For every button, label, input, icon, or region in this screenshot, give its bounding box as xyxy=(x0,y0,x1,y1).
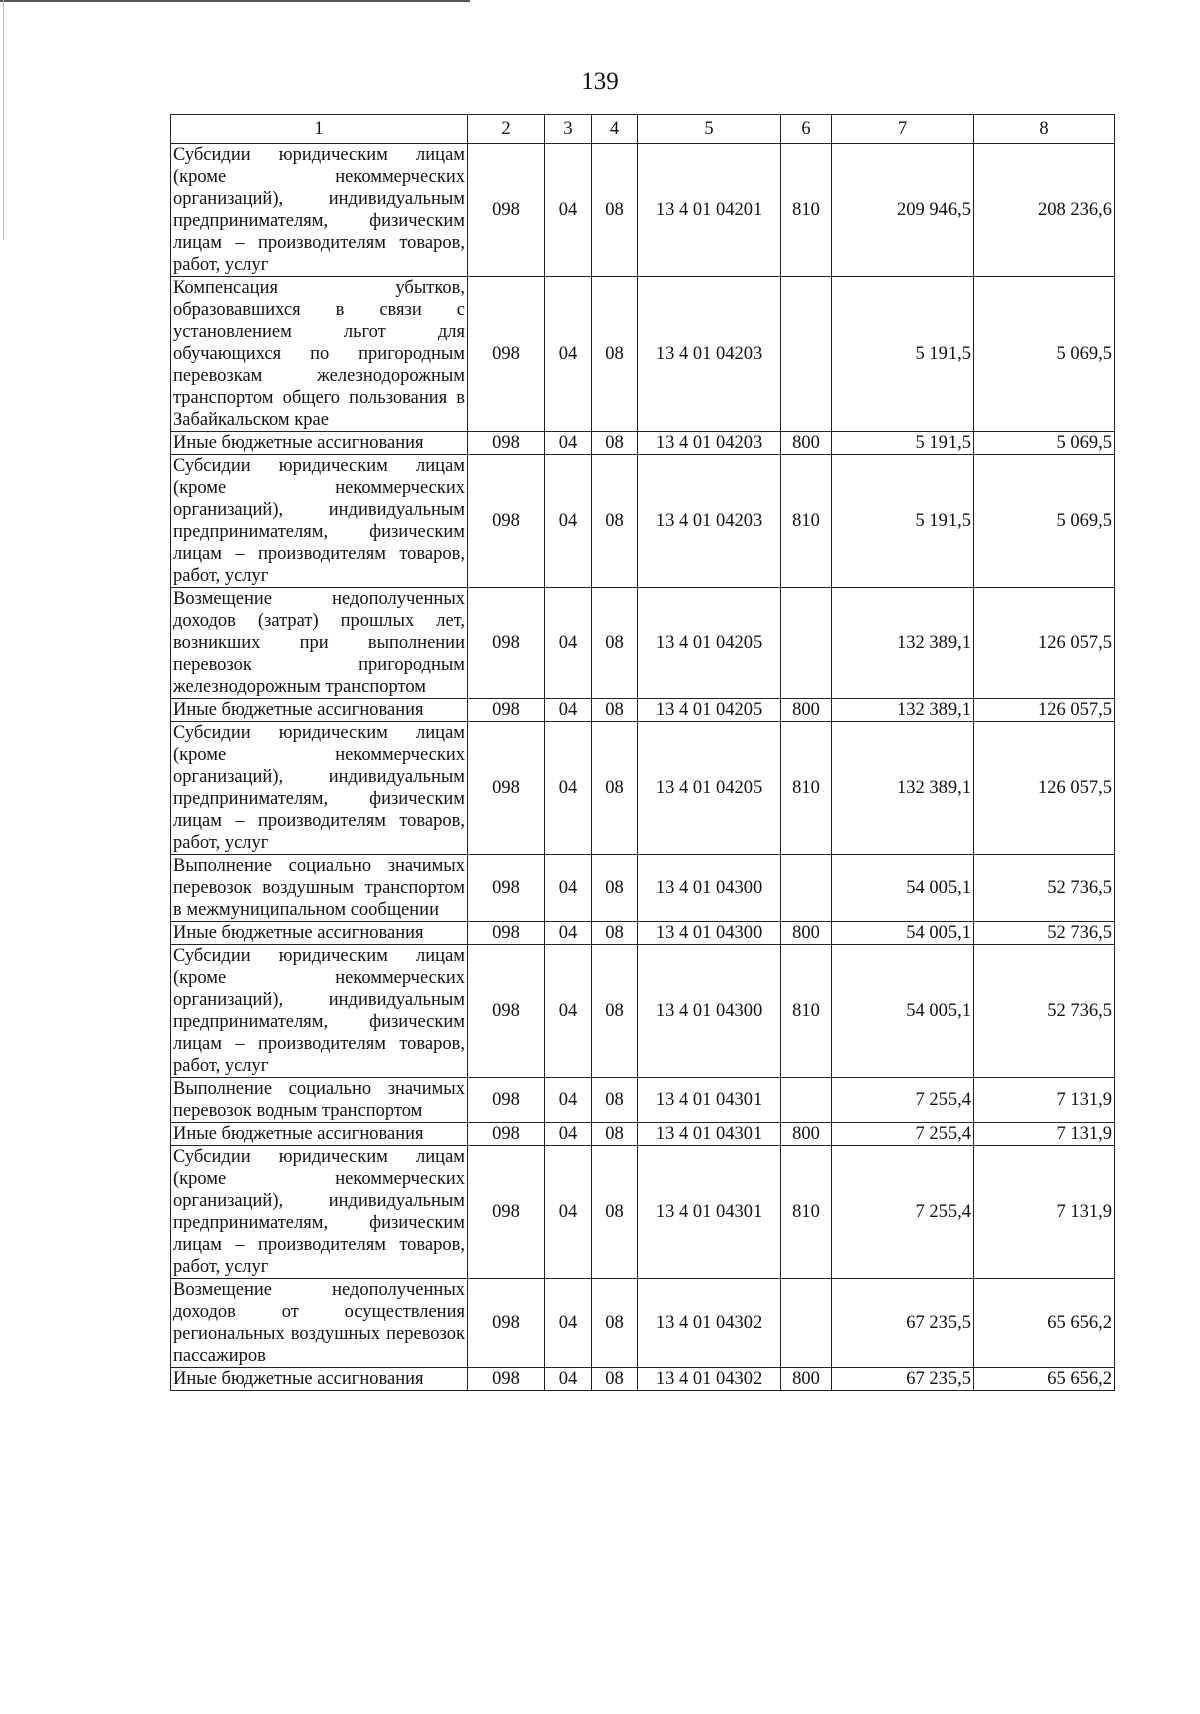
cell-ministry-code: 098 xyxy=(468,432,545,455)
row-name-cell: Выполнение социально значимых перевозок воздушным транспортом в межмуниципальном сообщении xyxy=(171,855,468,922)
cell-amount-col8: 52 736,5 xyxy=(974,945,1115,1078)
cell-amount-col7: 209 946,5 xyxy=(832,144,974,277)
cell-amount-col8: 65 656,2 xyxy=(974,1279,1115,1368)
header-cell-5: 5 xyxy=(638,115,781,144)
row-name-cell: Субсидии юридическим лицам (кроме некоммерческих организаций), индивидуальным предпринимателям, физическим лицам – производителям товаров, работ, услуг xyxy=(171,455,468,588)
header-row xyxy=(171,115,1115,144)
cell-subsection: 08 xyxy=(592,1078,638,1123)
table-row xyxy=(171,588,1115,699)
cell-subsection: 08 xyxy=(592,1368,638,1391)
cell-subsection: 08 xyxy=(592,588,638,699)
header-cell-3: 3 xyxy=(545,115,592,144)
cell-ministry-code: 098 xyxy=(468,1279,545,1368)
cell-expense-type: 810 xyxy=(781,144,832,277)
cell-expense-type: 810 xyxy=(781,455,832,588)
table-row xyxy=(171,144,1115,277)
row-name-cell: Иные бюджетные ассигнования xyxy=(171,1123,468,1146)
row-name-cell: Субсидии юридическим лицам (кроме некоммерческих организаций), индивидуальным предпринимателям, физическим лицам – производителям товаров, работ, услуг xyxy=(171,1146,468,1279)
cell-amount-col7: 5 191,5 xyxy=(832,432,974,455)
cell-amount-col7: 7 255,4 xyxy=(832,1146,974,1279)
cell-ministry-code: 098 xyxy=(468,699,545,722)
row-name-cell: Иные бюджетные ассигнования xyxy=(171,699,468,722)
row-name-cell: Иные бюджетные ассигнования xyxy=(171,432,468,455)
table-row xyxy=(171,722,1115,855)
cell-target-article: 13 4 01 04302 xyxy=(638,1368,781,1391)
header-cell-1: 1 xyxy=(171,115,468,144)
table-body xyxy=(171,144,1115,1391)
cell-expense-type: 800 xyxy=(781,922,832,945)
cell-amount-col7: 7 255,4 xyxy=(832,1123,974,1146)
cell-ministry-code: 098 xyxy=(468,588,545,699)
cell-expense-type xyxy=(781,1078,832,1123)
cell-expense-type xyxy=(781,588,832,699)
row-name-cell: Субсидии юридическим лицам (кроме некоммерческих организаций), индивидуальным предпринимателям, физическим лицам – производителям товаров, работ, услуг xyxy=(171,144,468,277)
scan-edge-left xyxy=(3,0,4,240)
row-name-cell: Субсидии юридическим лицам (кроме некоммерческих организаций), индивидуальным предпринимателям, физическим лицам – производителям товаров, работ, услуг xyxy=(171,722,468,855)
cell-ministry-code: 098 xyxy=(468,277,545,432)
table-row xyxy=(171,855,1115,922)
cell-ministry-code: 098 xyxy=(468,455,545,588)
cell-expense-type xyxy=(781,855,832,922)
cell-expense-type xyxy=(781,277,832,432)
cell-amount-col8: 65 656,2 xyxy=(974,1368,1115,1391)
cell-section: 04 xyxy=(545,699,592,722)
cell-subsection: 08 xyxy=(592,699,638,722)
cell-ministry-code: 098 xyxy=(468,1368,545,1391)
cell-ministry-code: 098 xyxy=(468,1146,545,1279)
cell-ministry-code: 098 xyxy=(468,922,545,945)
cell-target-article: 13 4 01 04300 xyxy=(638,945,781,1078)
table-row xyxy=(171,1078,1115,1123)
table-row xyxy=(171,455,1115,588)
cell-section: 04 xyxy=(545,855,592,922)
cell-expense-type: 810 xyxy=(781,945,832,1078)
cell-amount-col7: 132 389,1 xyxy=(832,588,974,699)
header-cell-4: 4 xyxy=(592,115,638,144)
cell-subsection: 08 xyxy=(592,1123,638,1146)
row-name-cell: Выполнение социально значимых перевозок водным транспортом xyxy=(171,1078,468,1123)
cell-amount-col8: 208 236,6 xyxy=(974,144,1115,277)
cell-section: 04 xyxy=(545,588,592,699)
row-name-cell: Компенсация убытков, образовавшихся в связи с установлением льгот для обучающихся по пригородным перевозкам железнодорожным транспортом общего пользования в Забайкальском крае xyxy=(171,277,468,432)
cell-section: 04 xyxy=(545,1368,592,1391)
cell-subsection: 08 xyxy=(592,277,638,432)
row-name-cell: Возмещение недополученных доходов (затрат) прошлых лет, возникших при выполнении перевозок пригородным железнодорожным транспортом xyxy=(171,588,468,699)
cell-ministry-code: 098 xyxy=(468,144,545,277)
cell-section: 04 xyxy=(545,1146,592,1279)
page-number: 139 xyxy=(581,68,619,95)
cell-expense-type: 810 xyxy=(781,722,832,855)
cell-amount-col8: 5 069,5 xyxy=(974,455,1115,588)
cell-expense-type: 800 xyxy=(781,699,832,722)
cell-target-article: 13 4 01 04300 xyxy=(638,855,781,922)
cell-target-article: 13 4 01 04300 xyxy=(638,922,781,945)
cell-subsection: 08 xyxy=(592,144,638,277)
cell-amount-col8: 7 131,9 xyxy=(974,1146,1115,1279)
table-row xyxy=(171,922,1115,945)
cell-target-article: 13 4 01 04301 xyxy=(638,1123,781,1146)
cell-amount-col7: 132 389,1 xyxy=(832,722,974,855)
cell-section: 04 xyxy=(545,1123,592,1146)
cell-target-article: 13 4 01 04301 xyxy=(638,1078,781,1123)
cell-subsection: 08 xyxy=(592,1146,638,1279)
cell-section: 04 xyxy=(545,1279,592,1368)
cell-target-article: 13 4 01 04201 xyxy=(638,144,781,277)
header-cell-2: 2 xyxy=(468,115,545,144)
table-row xyxy=(171,1368,1115,1391)
table-row xyxy=(171,945,1115,1078)
cell-amount-col7: 7 255,4 xyxy=(832,1078,974,1123)
cell-amount-col8: 52 736,5 xyxy=(974,855,1115,922)
cell-subsection: 08 xyxy=(592,945,638,1078)
cell-amount-col7: 54 005,1 xyxy=(832,945,974,1078)
header-cell-7: 7 xyxy=(832,115,974,144)
cell-section: 04 xyxy=(545,432,592,455)
cell-subsection: 08 xyxy=(592,922,638,945)
table-row xyxy=(171,699,1115,722)
row-name-cell: Иные бюджетные ассигнования xyxy=(171,1368,468,1391)
header-cell-6: 6 xyxy=(781,115,832,144)
row-name-cell: Возмещение недополученных доходов от осуществления региональных воздушных перевозок пассажиров xyxy=(171,1279,468,1368)
cell-ministry-code: 098 xyxy=(468,855,545,922)
cell-amount-col8: 7 131,9 xyxy=(974,1078,1115,1123)
table-row xyxy=(171,1146,1115,1279)
cell-amount-col8: 126 057,5 xyxy=(974,699,1115,722)
cell-subsection: 08 xyxy=(592,455,638,588)
cell-amount-col7: 54 005,1 xyxy=(832,855,974,922)
cell-target-article: 13 4 01 04301 xyxy=(638,1146,781,1279)
cell-amount-col7: 54 005,1 xyxy=(832,922,974,945)
cell-amount-col8: 126 057,5 xyxy=(974,722,1115,855)
cell-amount-col8: 52 736,5 xyxy=(974,922,1115,945)
cell-target-article: 13 4 01 04205 xyxy=(638,722,781,855)
cell-amount-col8: 5 069,5 xyxy=(974,432,1115,455)
cell-amount-col8: 126 057,5 xyxy=(974,588,1115,699)
cell-amount-col8: 5 069,5 xyxy=(974,277,1115,432)
cell-expense-type: 810 xyxy=(781,1146,832,1279)
cell-expense-type xyxy=(781,1279,832,1368)
cell-target-article: 13 4 01 04205 xyxy=(638,588,781,699)
cell-section: 04 xyxy=(545,722,592,855)
row-name-cell: Субсидии юридическим лицам (кроме некоммерческих организаций), индивидуальным предпринимателям, физическим лицам – производителям товаров, работ, услуг xyxy=(171,945,468,1078)
table-row xyxy=(171,1279,1115,1368)
cell-section: 04 xyxy=(545,455,592,588)
budget-table xyxy=(170,114,1115,1391)
cell-target-article: 13 4 01 04302 xyxy=(638,1279,781,1368)
cell-amount-col7: 5 191,5 xyxy=(832,455,974,588)
cell-ministry-code: 098 xyxy=(468,1123,545,1146)
header-cell-8: 8 xyxy=(974,115,1115,144)
cell-section: 04 xyxy=(545,945,592,1078)
cell-amount-col8: 7 131,9 xyxy=(974,1123,1115,1146)
scan-edge-top xyxy=(0,0,470,2)
table-row xyxy=(171,1123,1115,1146)
cell-target-article: 13 4 01 04205 xyxy=(638,699,781,722)
row-name-cell: Иные бюджетные ассигнования xyxy=(171,922,468,945)
table-row xyxy=(171,277,1115,432)
cell-amount-col7: 5 191,5 xyxy=(832,277,974,432)
cell-subsection: 08 xyxy=(592,722,638,855)
cell-section: 04 xyxy=(545,922,592,945)
cell-section: 04 xyxy=(545,1078,592,1123)
cell-subsection: 08 xyxy=(592,432,638,455)
cell-subsection: 08 xyxy=(592,855,638,922)
cell-section: 04 xyxy=(545,277,592,432)
cell-target-article: 13 4 01 04203 xyxy=(638,277,781,432)
cell-subsection: 08 xyxy=(592,1279,638,1368)
cell-amount-col7: 67 235,5 xyxy=(832,1368,974,1391)
cell-expense-type: 800 xyxy=(781,1123,832,1146)
cell-amount-col7: 67 235,5 xyxy=(832,1279,974,1368)
cell-section: 04 xyxy=(545,144,592,277)
cell-expense-type: 800 xyxy=(781,1368,832,1391)
cell-amount-col7: 132 389,1 xyxy=(832,699,974,722)
cell-target-article: 13 4 01 04203 xyxy=(638,455,781,588)
table-row xyxy=(171,432,1115,455)
cell-expense-type: 800 xyxy=(781,432,832,455)
cell-ministry-code: 098 xyxy=(468,1078,545,1123)
cell-ministry-code: 098 xyxy=(468,722,545,855)
cell-target-article: 13 4 01 04203 xyxy=(638,432,781,455)
cell-ministry-code: 098 xyxy=(468,945,545,1078)
